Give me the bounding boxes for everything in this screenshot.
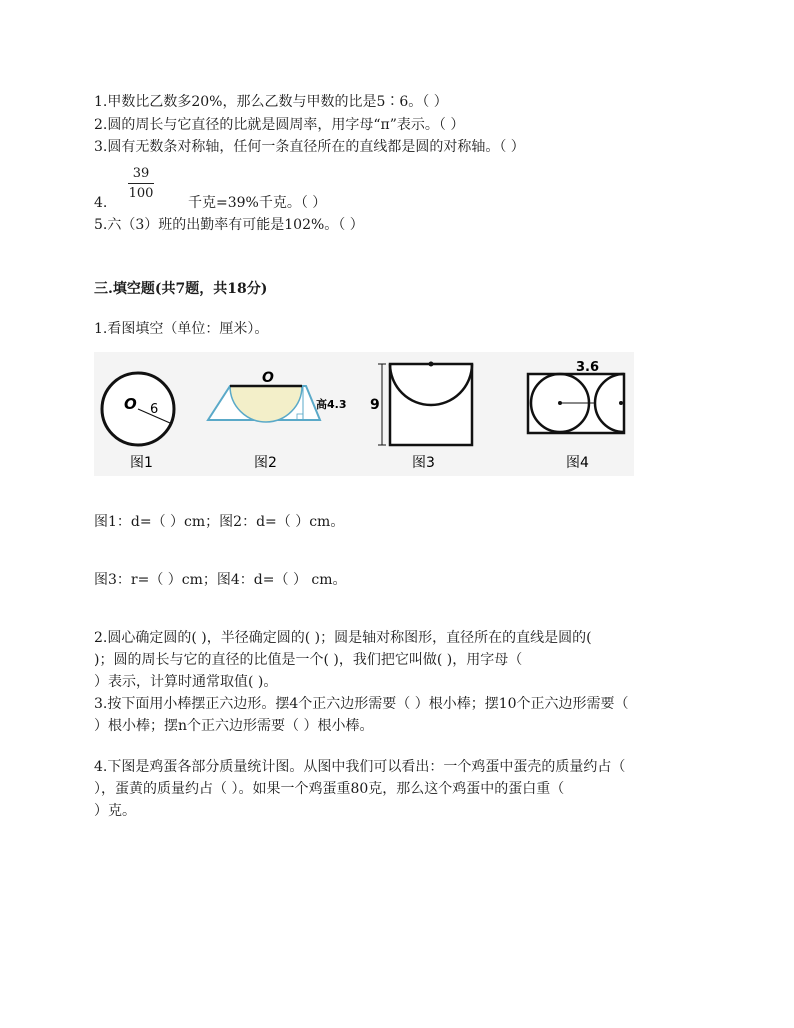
section-title: 三.填空题(共7题，共18分) (94, 281, 268, 297)
fraction-39-100 (128, 166, 154, 201)
fill-question-4-line-2: ），蛋黄的质量约占（ ）。如果一个鸡蛋重80克，那么这个鸡蛋中的蛋白重（ (94, 781, 565, 797)
figure-2 (208, 370, 347, 471)
fraction-denominator: 100 (128, 186, 154, 201)
judge-question-3: 3.圆有无数条对称轴，任何一条直径所在的直线都是圆的对称轴。（ ） (94, 139, 525, 155)
fill-question-1-answers-a: 图1：d=（ ）cm；图2：d=（ ）cm。 (94, 514, 345, 530)
figure-4 (528, 360, 624, 471)
judge-question-2: 2.圆的周长与它直径的比就是圆周率，用字母“π”表示。（ ） (94, 117, 465, 133)
fill-question-4-line-1: 4.下图是鸡蛋各部分质量统计图。从图中我们可以看出：一个鸡蛋中蛋壳的质量约占（ (94, 759, 626, 775)
fig4-right-dot (619, 401, 623, 405)
fill-question-1-title: 1.看图填空（单位：厘米）。 (94, 321, 269, 337)
figure-panel (94, 352, 634, 476)
figure-1 (102, 373, 174, 471)
fig4-caption: 图4 (566, 455, 589, 471)
judge-question-5: 5.六（3）班的出勤率有可能是102%。（ ） (94, 217, 364, 233)
fig1-caption: 图1 (130, 455, 153, 471)
fig3-caption: 图3 (412, 455, 435, 471)
fill-question-2-line-2: )；圆的周长与它的直径的比值是一个( )，我们把它叫做( )，用字母（ (94, 652, 523, 668)
fig3-side-label: 9 (370, 397, 380, 413)
judge-question-4-prefix: 4. (94, 195, 108, 211)
fig1-center-label: O (124, 395, 137, 413)
fill-question-4-line-3: ）克。 (94, 803, 136, 819)
fraction-numerator: 39 (128, 166, 154, 184)
fill-question-2-line-3: ）表示，计算时通常取值( )。 (94, 674, 278, 690)
fill-question-3-line-1: 3.按下面用小棒摆正六边形。摆4个正六边形需要（ ）根小棒；摆10个正六边形需要（ (94, 696, 629, 712)
fig1-radius-label: 6 (150, 402, 159, 417)
fig2-caption: 图2 (254, 455, 277, 471)
fig2-center-label: O (262, 370, 274, 386)
fig3-top-dot (429, 362, 434, 367)
judge-question-4-suffix: 千克=39%千克。（ ） (188, 195, 327, 211)
figure-drawing (94, 352, 634, 476)
judge-question-1: 1.甲数比乙数多20%，那么乙数与甲数的比是5∶6。（ ） (94, 94, 448, 110)
fill-question-2-line-1: 2.圆心确定圆的( )，半径确定圆的( )；圆是轴对称图形，直径所在的直线是圆的( (94, 630, 592, 646)
fig2-height-label: 高4.3 (316, 398, 347, 411)
figure-3 (370, 362, 472, 472)
fig4-top-label: 3.6 (576, 360, 600, 375)
fig4-center-dot (558, 401, 562, 405)
fill-question-1-answers-b: 图3：r=（ ）cm；图4：d=（ ） cm。 (94, 572, 347, 588)
fill-question-3-line-2: ）根小棒；摆n个正六边形需要（ ）根小棒。 (94, 718, 374, 734)
